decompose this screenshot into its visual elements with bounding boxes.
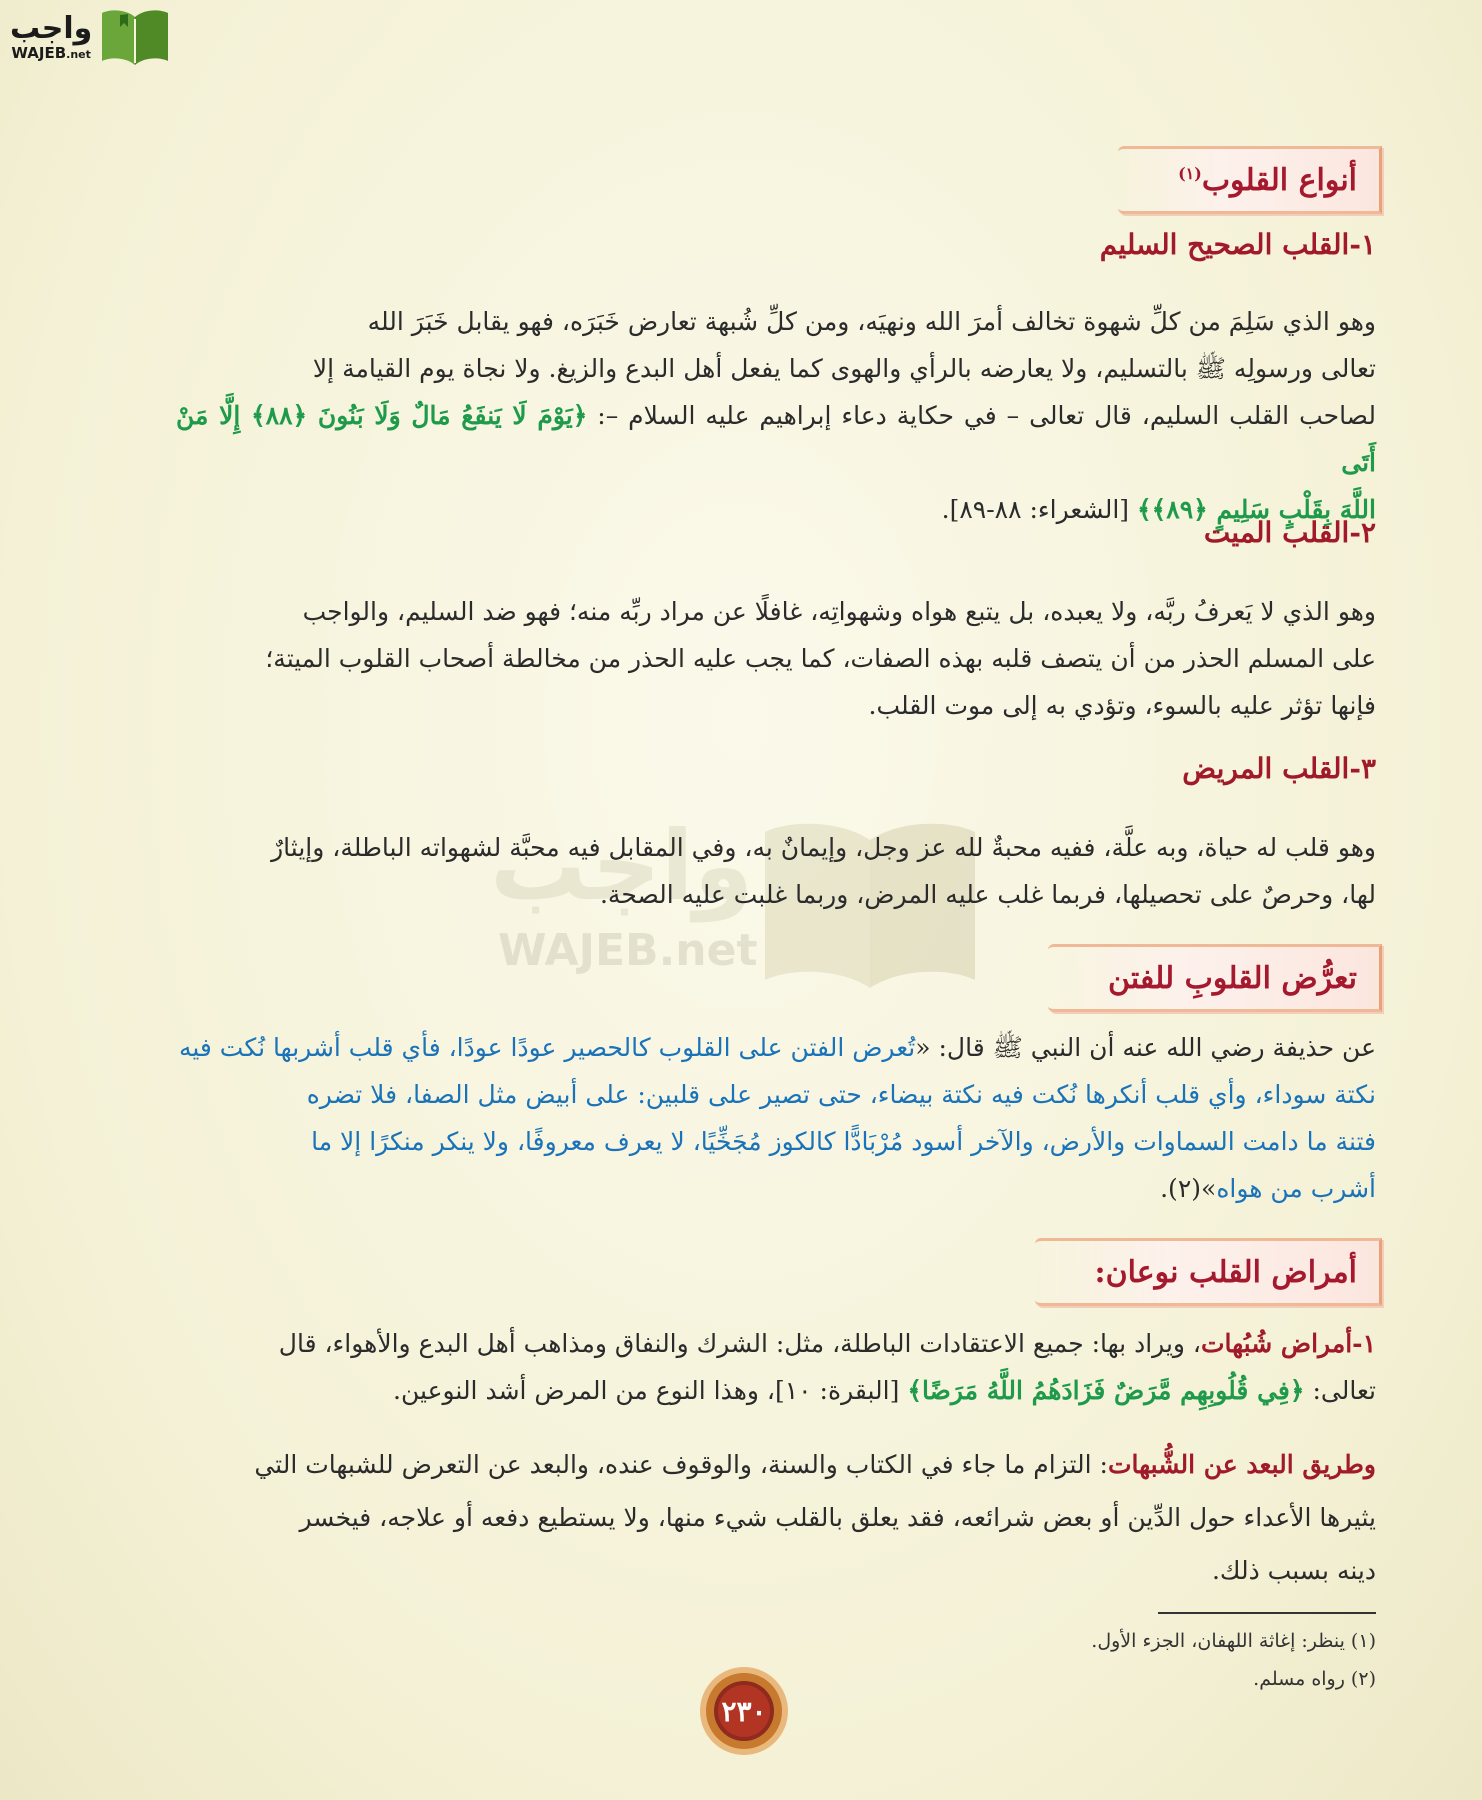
hadith-text: تُعرض الفتن على القلوب كالحصير عودًا عودًا، فأي قلب أشربها نُكت فيه <box>178 1033 916 1062</box>
term-label: وطريق البعد عن الشُّبهات <box>1107 1450 1376 1479</box>
hadith-text: نكتة سوداء، وأي قلب أنكرها نُكت فيه نكتة بيضاء، حتى تصير على قلبين: على أبيض مثل الصفا، فلا تضره <box>306 1080 1376 1109</box>
page-number: ٢٣٠ <box>721 1694 767 1728</box>
logo-latin: WAJEB.net <box>11 43 91 62</box>
text-line: يثيرها الأعداء حول الدِّين أو بعض شرائعه، فقد يعلق بالقلب شيء منها، ولا يستطيع دفعه أو علاجه، فيخسر <box>299 1503 1376 1532</box>
section-heading-heart-types <box>1118 146 1382 214</box>
quran-verse: ﴿فِي قُلُوبِهِم مَّرَضٌ فَزَادَهُمُ اللَّهُ مَرَضًا﴾ <box>907 1376 1305 1405</box>
text-line: دينه بسبب ذلك. <box>1211 1556 1376 1585</box>
footnote-divider <box>1158 1612 1376 1614</box>
wajeb-logo[interactable] <box>10 4 200 70</box>
subheading-dead-heart: ٢-القلب الميت <box>1203 516 1376 549</box>
text-line: على المسلم الحذر من أن يتصف قلبه بهذه الصفات، كما يجب عليه الحذر من مخالطة أصحاب القلوب الميتة؛ <box>265 644 1376 673</box>
text-line: لها، وحرصٌ على تحصيلها، فربما غلب عليه المرض، وربما غلبت عليه الصحة. <box>599 880 1376 909</box>
paragraph-sick-heart <box>176 824 1376 918</box>
paragraph-avoid-doubts <box>176 1438 1376 1597</box>
footnote-2: (٢) رواه مسلم. <box>1253 1668 1376 1690</box>
paragraph-hadith <box>176 1024 1376 1212</box>
text-line: عن حذيفة رضي الله عنه أن النبي ﷺ قال: «تُعرض الفتن على القلوب كالحصير عودًا عودًا، فأي قلب أشربها نُكت فيه <box>178 1033 1376 1062</box>
subheading-sound-heart: ١-القلب الصحيح السليم <box>1099 228 1376 261</box>
text-line: أشرب من هواه»(٢). <box>1160 1174 1376 1203</box>
hadith-text: فتنة ما دامت السماوات والأرض، والآخر أسود مُرْبَادًّا كالكوز مُجَخِّيًا، لا يعرف معروفًا، ولا ينكر منكرًا إلا ما <box>311 1127 1376 1156</box>
text-line: وهو قلب له حياة، وبه علَّة، ففيه محبةٌ لله عز وجل، وإيمانٌ به، وفي المقابل فيه محبَّة لشهواته الباطلة، وإيثارٌ <box>271 833 1376 862</box>
section-heading-diseases <box>1035 1238 1383 1306</box>
subheading-sick-heart: ٣-القلب المريض <box>1182 752 1376 785</box>
text-line: وطريق البعد عن الشُّبهات: التزام ما جاء في الكتاب والسنة، والوقوف عنده، والبعد عن التعرض للشبهات التي <box>254 1450 1376 1479</box>
watermark-latin: WAJEB.net <box>498 925 758 976</box>
book-icon <box>98 7 172 67</box>
logo-text <box>10 10 93 62</box>
heading-text: تعرُّض القلوبِ للفتن <box>1108 960 1357 996</box>
footnote-1: (١) ينظر: إغاثة اللهفان، الجزء الأول. <box>1091 1630 1376 1652</box>
paragraph-dead-heart <box>176 588 1376 729</box>
section-heading-trials <box>1048 944 1382 1012</box>
paragraph-doubts <box>176 1320 1376 1414</box>
heading-text: أمراض القلب نوعان: <box>1094 1254 1357 1290</box>
quran-verse: اللَّهَ بِقَلْبٍ سَلِيمٍ ﴿٨٩﴾﴾ <box>1137 495 1376 524</box>
quran-verse: ﴿يَوْمَ لَا يَنفَعُ مَالٌ وَلَا بَنُونَ ﴿٨٨﴾ إِلَّا مَنْ أَتَى <box>176 401 1376 477</box>
term-label: ١-أمراض شُبُهات <box>1201 1329 1376 1358</box>
text-line: تعالى ورسولِه ﷺ بالتسليم، ولا يعارضه بالرأي والهوى كما يفعل أهل البدع والزيغ. ولا نجاة يوم القيامة إلا <box>312 354 1376 383</box>
text-line: فإنها تؤثر عليه بالسوء، وتؤدي به إلى موت القلب. <box>868 691 1376 720</box>
text-line: اللَّهَ بِقَلْبٍ سَلِيمٍ ﴿٨٩﴾﴾ [الشعراء: ٨٨-٨٩]. <box>941 495 1376 524</box>
text-line: تعالى: ﴿فِي قُلُوبِهِم مَّرَضٌ فَزَادَهُمُ اللَّهُ مَرَضًا﴾ [البقرة: ١٠]، وهذا النوع من المرض أشد النوعين. <box>393 1376 1376 1405</box>
heading-text: أنواع القلوب$^{(١)}$ <box>1178 162 1357 198</box>
text-line: لصاحب القلب السليم، قال تعالى – في حكاية دعاء إبراهيم عليه السلام –: ﴿يَوْمَ لَا يَنفَعُ مَالٌ وَلَا بَنُونَ ﴿٨٨﴾ إِلَّا مَنْ أَتَى <box>176 401 1376 477</box>
paragraph-sound-heart <box>176 298 1376 533</box>
text-line: وهو الذي لا يَعرفُ ربَّه، ولا يعبده، بل يتبع هواه وشهواتِه، غافلًا عن مراد ربِّه منه؛ فهو ضد السليم، والواجب <box>302 597 1376 626</box>
watermark-arabic: واجب <box>490 810 754 922</box>
page-number-badge <box>698 1665 790 1757</box>
hadith-text: أشرب من هواه <box>1216 1174 1376 1203</box>
logo-arabic: واجب <box>10 10 93 46</box>
text-line: وهو الذي سَلِمَ من كلِّ شهوة تخالف أمرَ الله ونهيَه، ومن كلِّ شُبهة تعارض خَبَرَه، فهو يقابل خَبَرَ الله <box>367 307 1376 336</box>
text-line: ١-أمراض شُبُهات، ويراد بها: جميع الاعتقادات الباطلة، مثل: الشرك والنفاق ومذاهب أهل البدع والأهواء، قال <box>278 1329 1376 1358</box>
